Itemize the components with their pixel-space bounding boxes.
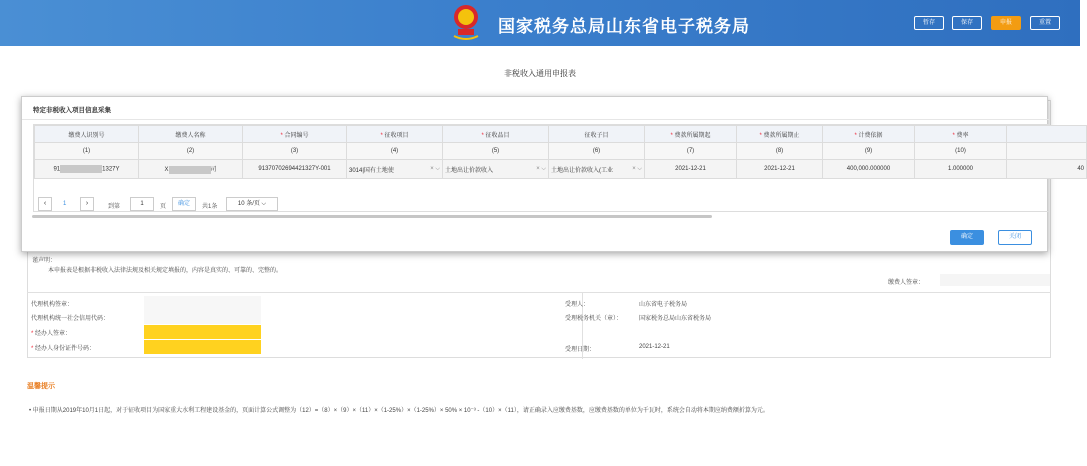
horizontal-scrollbar[interactable] xyxy=(32,215,712,218)
column-header: * 征收品目 xyxy=(443,126,549,143)
column-number: (5) xyxy=(443,143,549,160)
divider xyxy=(22,119,1049,120)
page-input[interactable]: 1 xyxy=(130,197,154,211)
basis-cell[interactable]: 400,000.000000 xyxy=(823,160,915,179)
prev-page-button[interactable]: ‹ xyxy=(38,197,52,211)
agent-code-label: 代理机构统一社会信用代码： xyxy=(31,316,110,322)
column-header: 缴费人识别号 xyxy=(35,126,139,143)
column-number: (3) xyxy=(243,143,347,160)
agent-section xyxy=(27,292,1051,358)
column-header: * 费率 xyxy=(915,126,1007,143)
draft-button[interactable]: 暂存 xyxy=(914,16,944,30)
goto-label: 到第 xyxy=(108,204,121,210)
contract-no-cell[interactable]: 91370702694421327Y-001 xyxy=(243,160,347,179)
clear-chevron-icon[interactable]: × ⌵ xyxy=(632,165,642,172)
reset-button[interactable]: 重置 xyxy=(1030,16,1060,30)
top-header xyxy=(0,0,1080,46)
column-number: (4) xyxy=(347,143,443,160)
page-size-select[interactable]: 10 条/页 ⌵ xyxy=(226,197,278,211)
column-header: 缴费人名称 xyxy=(139,126,243,143)
handler-id-field[interactable] xyxy=(144,340,261,354)
dialog-title: 特定非税收入项目信息采集 xyxy=(33,107,111,114)
info-table xyxy=(33,124,1084,212)
column-header xyxy=(1007,126,1087,143)
declaration-label: 谨声明： xyxy=(32,258,57,264)
declaration-text: 本申报表是根据非税收入法律法规及相关规定填报的，内容是真实的、可靠的、完整的。 xyxy=(48,268,283,274)
total-count: 共1条 xyxy=(202,204,218,210)
page-number[interactable]: 1 xyxy=(63,201,67,207)
column-number xyxy=(1007,143,1087,160)
agent-sign-field[interactable] xyxy=(144,296,261,310)
column-number: (8) xyxy=(737,143,823,160)
authority-value: 国家税务总局山东省税务局 xyxy=(639,316,712,322)
taxpayer-id-cell: 91 1327Y xyxy=(35,160,139,179)
page-title: 非税收入通用申报表 xyxy=(504,69,576,78)
column-number: (9) xyxy=(823,143,915,160)
tip-text: • 申报日期从2019年10月1日起，对于征收项目为国家重大水利工程建设基金的，页面计算公式调整为（12）=（8）×（9）×（11）×（1-25%）×（1-25%）× 50% × 10⁻³ -（10）×（11），请正确录入应缴费基数，应缴费基数的单位为千瓦时，系统会自动将本期应纳费额折算为元。 xyxy=(29,408,769,414)
column-header: * 合同编号 xyxy=(243,126,347,143)
column-number: (10) xyxy=(915,143,1007,160)
payer-sign-label: 缴费人签章： xyxy=(888,280,925,286)
handler-sign-field[interactable] xyxy=(144,325,261,339)
rate-cell[interactable]: 1.000000 xyxy=(915,160,1007,179)
column-number: (7) xyxy=(645,143,737,160)
tip-title: 温馨提示 xyxy=(27,383,55,390)
page-unit: 页 xyxy=(160,204,167,210)
period-start-cell[interactable]: 2021-12-21 xyxy=(645,160,737,179)
receiver-value: 山东省电子税务局 xyxy=(639,302,688,308)
column-header: * 计费依据 xyxy=(823,126,915,143)
column-header: 征收子目 xyxy=(549,126,645,143)
tax-emblem-icon xyxy=(448,2,484,42)
site-title: 国家税务总局山东省电子税务局 xyxy=(498,17,750,36)
accept-date-value: 2021-12-21 xyxy=(639,344,670,350)
close-button[interactable]: 关闭 xyxy=(998,230,1032,245)
masked-text xyxy=(60,165,102,173)
submit-button[interactable]: 申报 xyxy=(991,16,1021,30)
receiver-label: 受理人： xyxy=(565,302,590,308)
masked-text xyxy=(169,166,211,174)
agent-code-field[interactable] xyxy=(144,310,261,324)
header-row xyxy=(35,126,1087,143)
clear-chevron-icon[interactable]: × ⌵ xyxy=(536,165,546,172)
column-header: * 费款所属期止 xyxy=(737,126,823,143)
next-page-button[interactable]: › xyxy=(80,197,94,211)
authority-label: 受理税务机关（章）： xyxy=(565,316,623,322)
column-number: (6) xyxy=(549,143,645,160)
save-button[interactable]: 保存 xyxy=(952,16,982,30)
payer-sign-field[interactable] xyxy=(940,274,1050,286)
handler-id-label: * 经办人身份证件号码： xyxy=(31,346,96,352)
overflow-cell: 40 xyxy=(1007,160,1087,179)
goto-confirm-button[interactable]: 确定 xyxy=(172,197,196,211)
table-row xyxy=(35,160,1087,179)
accept-date-label: 受理日期： xyxy=(565,347,596,353)
period-end-cell[interactable]: 2021-12-21 xyxy=(737,160,823,179)
column-number: (2) xyxy=(139,143,243,160)
column-number-row xyxy=(35,143,1087,160)
agent-sign-label: 代理机构签章： xyxy=(31,302,74,308)
column-header: * 征收项目 xyxy=(347,126,443,143)
sub-sub-select[interactable]: 土地出让价款收入(工业 × ⌵ xyxy=(549,160,645,179)
info-collection-dialog xyxy=(21,96,1084,252)
column-number: (1) xyxy=(35,143,139,160)
item-select[interactable]: 3014|国有土地使 × ⌵ xyxy=(347,160,443,179)
clear-chevron-icon[interactable]: × ⌵ xyxy=(430,165,440,172)
confirm-button[interactable]: 确定 xyxy=(950,230,984,245)
subitem-select[interactable]: 土地出让价款收入 × ⌵ xyxy=(443,160,549,179)
column-header: * 费款所属期起 xyxy=(645,126,737,143)
handler-sign-label: * 经办人签章： xyxy=(31,331,72,337)
taxpayer-name-cell: X 司 xyxy=(139,160,243,179)
